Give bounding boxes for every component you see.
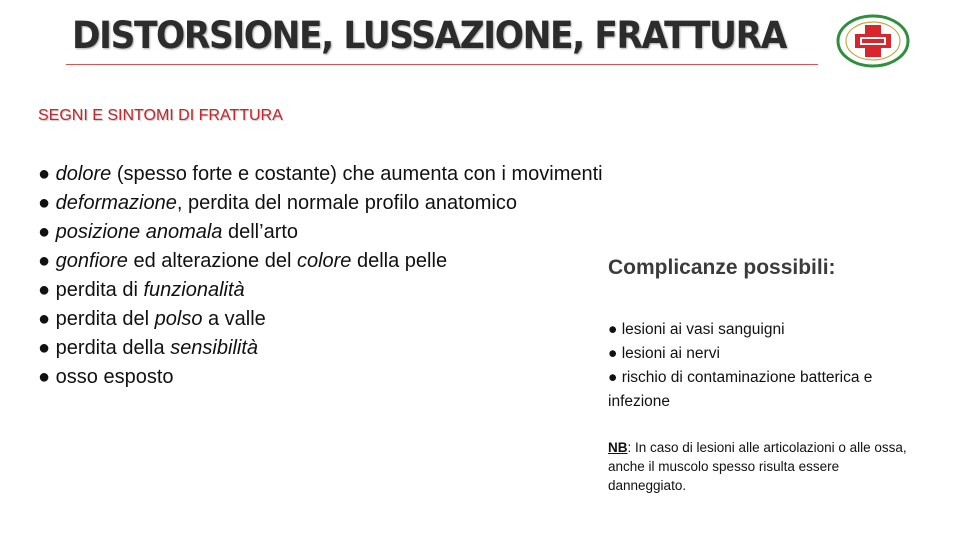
symptoms-list bbox=[38, 160, 603, 392]
note-paragraph bbox=[608, 438, 908, 495]
list-item: ● lesioni ai nervi bbox=[608, 345, 720, 362]
list-item: ● osso esposto bbox=[38, 366, 174, 388]
list-item: ● perdita di funzionalità bbox=[38, 279, 245, 301]
list-item: ● deformazione, perdita del normale profilo anatomico bbox=[38, 192, 518, 214]
list-item: ● perdita della sensibilità bbox=[38, 337, 259, 359]
list-item: ● dolore (spesso forte e costante) che aumenta con i movimenti bbox=[38, 163, 603, 185]
complications-list bbox=[608, 318, 908, 414]
list-item: ● gonfiore ed alterazione del colore della pelle bbox=[38, 250, 448, 272]
section-subtitle: SEGNI E SINTOMI DI FRATTURA bbox=[38, 107, 283, 124]
list-item: ● rischio di contaminazione batterica e infezione bbox=[608, 369, 873, 410]
association-emblem-icon bbox=[836, 14, 910, 68]
list-item: ● posizione anomala dell’arto bbox=[38, 221, 299, 243]
note-label: NB bbox=[608, 440, 628, 455]
complications-heading: Complicanze possibili: bbox=[608, 256, 836, 279]
page-title: DISTORSIONE, LUSSAZIONE, FRATTURA bbox=[72, 14, 786, 57]
list-item: ● perdita del polso a valle bbox=[38, 308, 266, 330]
list-item: ● lesioni ai vasi sanguigni bbox=[608, 321, 785, 338]
note-text: : In caso di lesioni alle articolazioni o alle ossa, anche il muscolo spesso risulta essere danneggiato. bbox=[608, 440, 907, 493]
title-divider bbox=[66, 64, 818, 65]
